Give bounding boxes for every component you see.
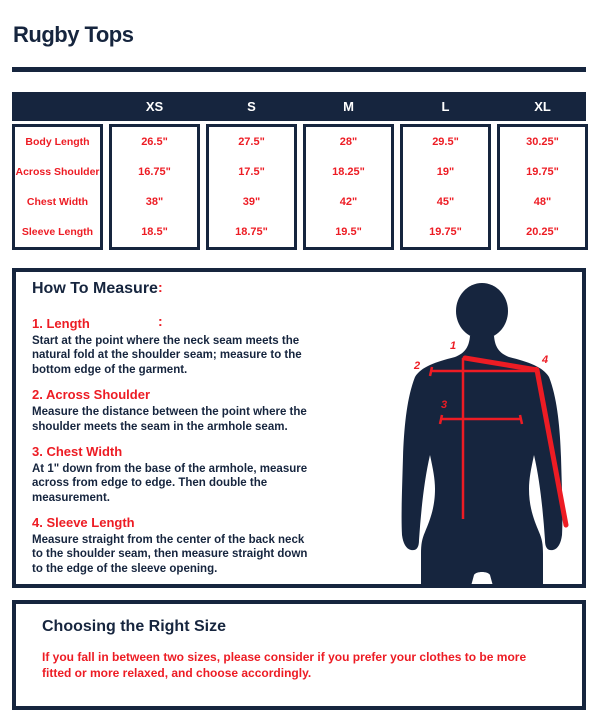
diagram-number-1: 1 <box>450 340 457 352</box>
diagram-number-3: 3 <box>441 399 448 411</box>
table-cell: 18.25" <box>332 166 365 178</box>
table-cell: 20.25" <box>526 226 559 238</box>
table-cell: 42" <box>339 196 358 208</box>
sizing-note-body: If you fall in between two sizes, please consider if you prefer your clothes to be more fitted or more relaxed, and choose accordingly. <box>42 650 527 680</box>
size-column-xl <box>497 124 588 250</box>
diagram-number-4: 4 <box>542 354 549 366</box>
column-header-m: M <box>343 99 354 114</box>
size-column-l <box>400 124 491 250</box>
table-cell: 30.25" <box>526 136 559 148</box>
row-label-across-shoulder: Across Shoulder <box>15 166 100 178</box>
size-table-label-column <box>12 124 103 250</box>
section-title-length: 1. Length <box>32 316 90 331</box>
section-body-chest-width: At 1" down from the base of the armhole, measure across from edge to edge. Then double the measurement. <box>32 462 308 504</box>
table-cell: 18.75" <box>235 226 268 238</box>
section-body-length: Start at the point where the neck seam meets the natural fold at the shoulder seam; measure to the bottom edge of the garment. <box>32 335 302 376</box>
row-label-sleeve-length: Sleeve Length <box>21 226 94 238</box>
table-cell: 45" <box>436 196 455 208</box>
section-title-sleeve-length: 4. Sleeve Length <box>32 515 135 530</box>
size-column-m <box>303 124 394 250</box>
table-cell: 16.75" <box>138 166 171 178</box>
section-title-chest-width: 3. Chest Width <box>32 443 123 459</box>
table-cell: 19.75" <box>526 166 559 178</box>
section-body-across-shoulder: Measure the distance between the point where the shoulder meets the seam in the armhole seam. <box>32 406 307 433</box>
table-cell: 18.5" <box>141 226 168 238</box>
sizing-note-box <box>12 600 586 710</box>
column-header-xs: XS <box>145 99 164 114</box>
column-header-xl: XL <box>534 99 551 114</box>
column-header-l: L <box>441 99 450 114</box>
table-cell: 38" <box>145 196 164 208</box>
column-header-s: S <box>247 99 256 114</box>
red-colon-mark: : <box>158 313 163 329</box>
table-cell: 28" <box>339 136 358 148</box>
table-cell: 19" <box>436 166 455 178</box>
size-column-s <box>206 124 297 250</box>
table-cell: 48" <box>533 196 552 208</box>
table-cell: 27.5" <box>238 136 265 148</box>
section-body-sleeve-length: Measure straight from the center of the back neck to the shoulder seam, then measure straight down to the edge of the sleeve opening. <box>32 534 308 575</box>
table-cell: 39" <box>242 196 261 208</box>
how-to-measure-heading: How To Measure <box>32 280 158 297</box>
row-label-chest-width: Chest Width <box>26 196 89 208</box>
table-cell: 29.5" <box>432 136 459 148</box>
diagram-number-2: 2 <box>414 360 421 372</box>
measure-instructions <box>32 306 308 576</box>
table-cell: 26.5" <box>141 136 168 148</box>
row-label-body-length: Body Length <box>25 136 90 148</box>
title-divider <box>12 67 586 72</box>
size-table-header <box>12 92 586 121</box>
table-cell: 17.5" <box>238 166 265 178</box>
red-colon-mark: : <box>158 279 163 295</box>
how-to-measure-box <box>12 268 586 588</box>
table-cell: 19.75" <box>429 226 462 238</box>
size-column-xs <box>109 124 200 250</box>
torso-silhouette-graphic <box>305 274 585 586</box>
section-title-across-shoulder: 2. Across Shoulder <box>32 387 150 403</box>
page-title: Rugby Tops <box>13 22 134 47</box>
table-cell: 19.5" <box>335 226 362 238</box>
sizing-note-heading: Choosing the Right Size <box>42 618 226 635</box>
body-diagram <box>305 274 585 586</box>
